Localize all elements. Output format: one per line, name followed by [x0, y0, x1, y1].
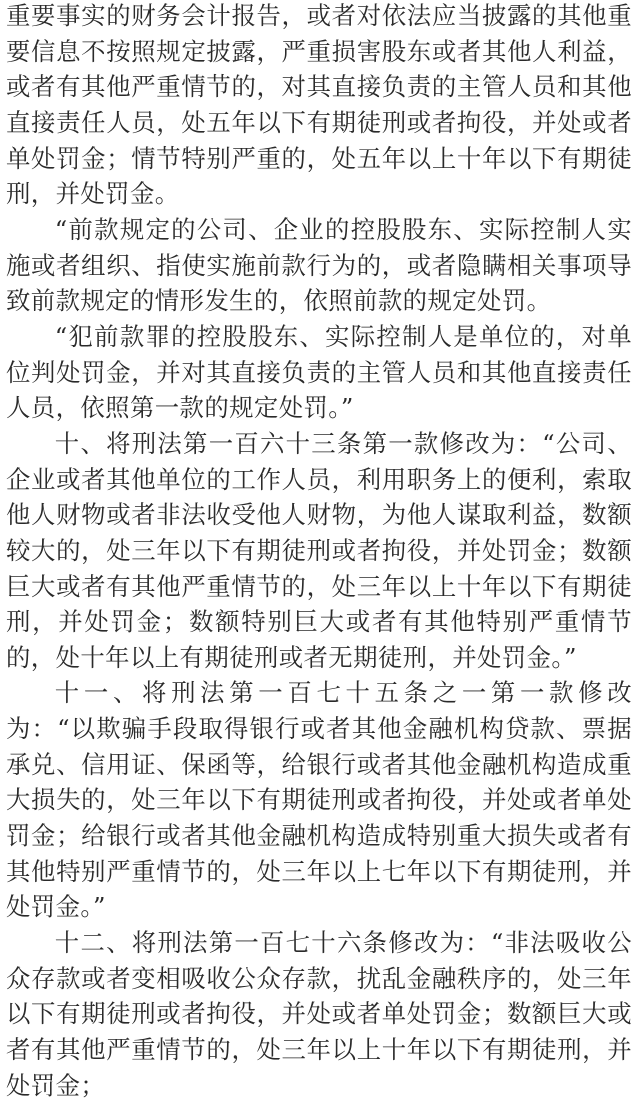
paragraph-5: 十一、将刑法第一百七十五条之一第一款修改为：“以欺骗手段取得银行或者其他金融机构贷款、票据承兑、信用证、保函等，给银行或者其他金融机构造成重大损失的，处三年以下有期徒刑或者拘役，并处或者单处罚金；给银行或者其他金融机构造成特别重大损失或者有其他特别严重情节的，处三年以上七年以下有期徒刑，并处罚金。” [6, 678, 632, 922]
body-text [6, 0, 632, 1103]
paragraph-3: “犯前款罪的控股股东、实际控制人是单位的，对单位判处罚金，并对其直接负责的主管人员和其他直接责任人员，依照第一款的规定处罚。” [6, 321, 632, 423]
paragraph-4: 十、将刑法第一百六十三条第一款修改为：“公司、企业或者其他单位的工作人员，利用职务上的便利，索取他人财物或者非法收受他人财物，为他人谋取利益，数额较大的，处三年以下有期徒刑或者拘役，并处罚金；数额巨大或者有其他严重情节的，处三年以上十年以下有期徒刑，并处罚金；数额特别巨大或者有其他特别严重情节的，处十年以上有期徒刑或者无期徒刑，并处罚金。” [6, 428, 632, 672]
paragraph-2: “前款规定的公司、企业的控股股东、实际控制人实施或者组织、指使实施前款行为的，或者隐瞒相关事项导致前款规定的情形发生的，依照前款的规定处罚。 [6, 214, 632, 316]
paragraph-1: 重要事实的财务会计报告，或者对依法应当披露的其他重要信息不按照规定披露，严重损害股东或者其他人利益，或者有其他严重情节的，对其直接负责的主管人员和其他直接责任人员，处五年以下有期徒刑或者拘役，并处或者单处罚金；情节特别严重的，处五年以上十年以下有期徒刑，并处罚金。 [6, 1, 632, 209]
paragraph-6: 十二、将刑法第一百七十六条修改为：“非法吸收公众存款或者变相吸收公众存款，扰乱金融秩序的，处三年以下有期徒刑或者拘役，并处或者单处罚金；数额巨大或者有其他严重情节的，处三年以上十年以下有期徒刑，并处罚金； [6, 928, 632, 1100]
